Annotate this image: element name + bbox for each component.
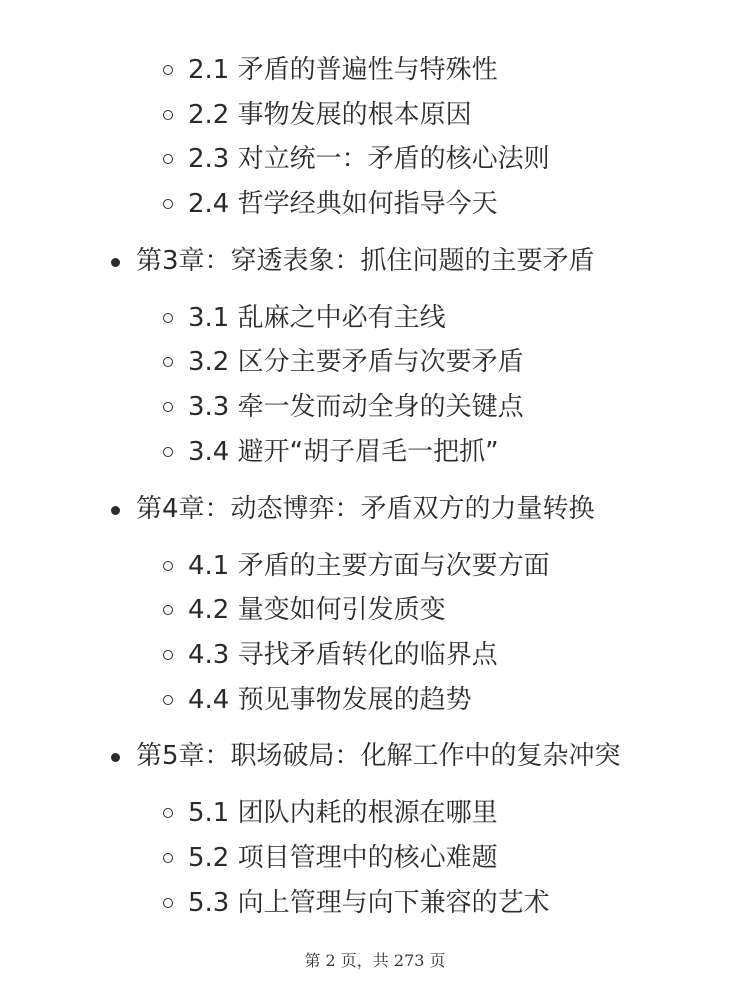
chapter-3 bbox=[0, 239, 750, 475]
toc-section-4-4[interactable] bbox=[0, 678, 750, 723]
hollow-bullet-icon bbox=[163, 561, 173, 571]
hollow-bullet-icon bbox=[163, 402, 173, 412]
section-label: 3.2 区分主要矛盾与次要矛盾 bbox=[188, 347, 524, 378]
hollow-bullet-icon bbox=[163, 808, 173, 818]
toc-section-4-1[interactable] bbox=[0, 544, 750, 589]
toc-section-2-3[interactable] bbox=[0, 137, 750, 182]
chapter-2-sections bbox=[0, 48, 750, 227]
section-label: 4.1 矛盾的主要方面与次要方面 bbox=[188, 550, 550, 581]
table-of-contents bbox=[0, 48, 750, 925]
hollow-bullet-icon bbox=[163, 605, 173, 615]
hollow-bullet-icon bbox=[163, 695, 173, 705]
toc-chapter-5-title[interactable] bbox=[0, 734, 750, 778]
section-label: 2.1 矛盾的普遍性与特殊性 bbox=[188, 55, 498, 85]
hollow-bullet-icon bbox=[163, 110, 173, 120]
section-label: 3.1 乱麻之中必有主线 bbox=[188, 302, 446, 333]
toc-section-5-3[interactable] bbox=[0, 881, 750, 926]
toc-section-3-1[interactable] bbox=[0, 296, 750, 341]
hollow-bullet-icon bbox=[163, 853, 173, 863]
section-label: 2.4 哲学经典如何指导今天 bbox=[188, 189, 498, 220]
section-label: 4.4 预见事物发展的趋势 bbox=[188, 684, 472, 715]
section-label: 2.3 对立统一：矛盾的核心法则 bbox=[188, 144, 550, 175]
toc-section-4-3[interactable] bbox=[0, 633, 750, 678]
chapter-label: 第3章：穿透表象：抓住问题的主要矛盾 bbox=[136, 245, 595, 276]
section-label: 5.3 向上管理与向下兼容的艺术 bbox=[188, 887, 550, 918]
section-label: 4.2 量变如何引发质变 bbox=[188, 595, 446, 626]
hollow-bullet-icon bbox=[163, 898, 173, 908]
hollow-bullet-icon bbox=[163, 447, 173, 457]
section-label: 4.3 寻找矛盾转化的临界点 bbox=[188, 639, 498, 670]
section-label: 5.2 项目管理中的核心难题 bbox=[188, 842, 498, 873]
hollow-bullet-icon bbox=[163, 313, 173, 323]
section-label: 2.2 事物发展的根本原因 bbox=[188, 99, 472, 130]
toc-section-4-2[interactable] bbox=[0, 588, 750, 633]
section-label: 3.4 避开“胡子眉毛一把抓” bbox=[188, 436, 499, 467]
hollow-bullet-icon bbox=[163, 65, 173, 75]
filled-bullet-icon bbox=[111, 753, 120, 762]
toc-section-3-3[interactable] bbox=[0, 385, 750, 430]
chapter-4 bbox=[0, 487, 750, 723]
section-label: 5.1 团队内耗的根源在哪里 bbox=[188, 798, 498, 829]
section-label: 3.3 牵一发而动全身的关键点 bbox=[188, 392, 524, 423]
chapter-5 bbox=[0, 734, 750, 925]
hollow-bullet-icon bbox=[163, 650, 173, 660]
hollow-bullet-icon bbox=[163, 154, 173, 164]
chapter-label: 第4章：动态博弈：矛盾双方的力量转换 bbox=[136, 493, 595, 524]
toc-chapter-4-title[interactable] bbox=[0, 487, 750, 531]
toc-section-2-4[interactable] bbox=[0, 182, 750, 227]
toc-section-5-2[interactable] bbox=[0, 836, 750, 881]
hollow-bullet-icon bbox=[163, 357, 173, 367]
chapter-label: 第5章：职场破局：化解工作中的复杂冲突 bbox=[136, 741, 621, 772]
toc-chapter-3-title[interactable] bbox=[0, 239, 750, 283]
toc-section-5-1[interactable] bbox=[0, 791, 750, 836]
toc-section-3-4[interactable] bbox=[0, 430, 750, 475]
toc-section-2-1[interactable] bbox=[0, 48, 750, 93]
filled-bullet-icon bbox=[111, 506, 120, 515]
hollow-bullet-icon bbox=[163, 199, 173, 209]
filled-bullet-icon bbox=[111, 258, 120, 267]
page-number: 第 2 页，共 273 页 bbox=[304, 951, 446, 970]
page-footer bbox=[0, 948, 750, 971]
toc-section-2-2[interactable] bbox=[0, 93, 750, 138]
toc-section-3-2[interactable] bbox=[0, 340, 750, 385]
